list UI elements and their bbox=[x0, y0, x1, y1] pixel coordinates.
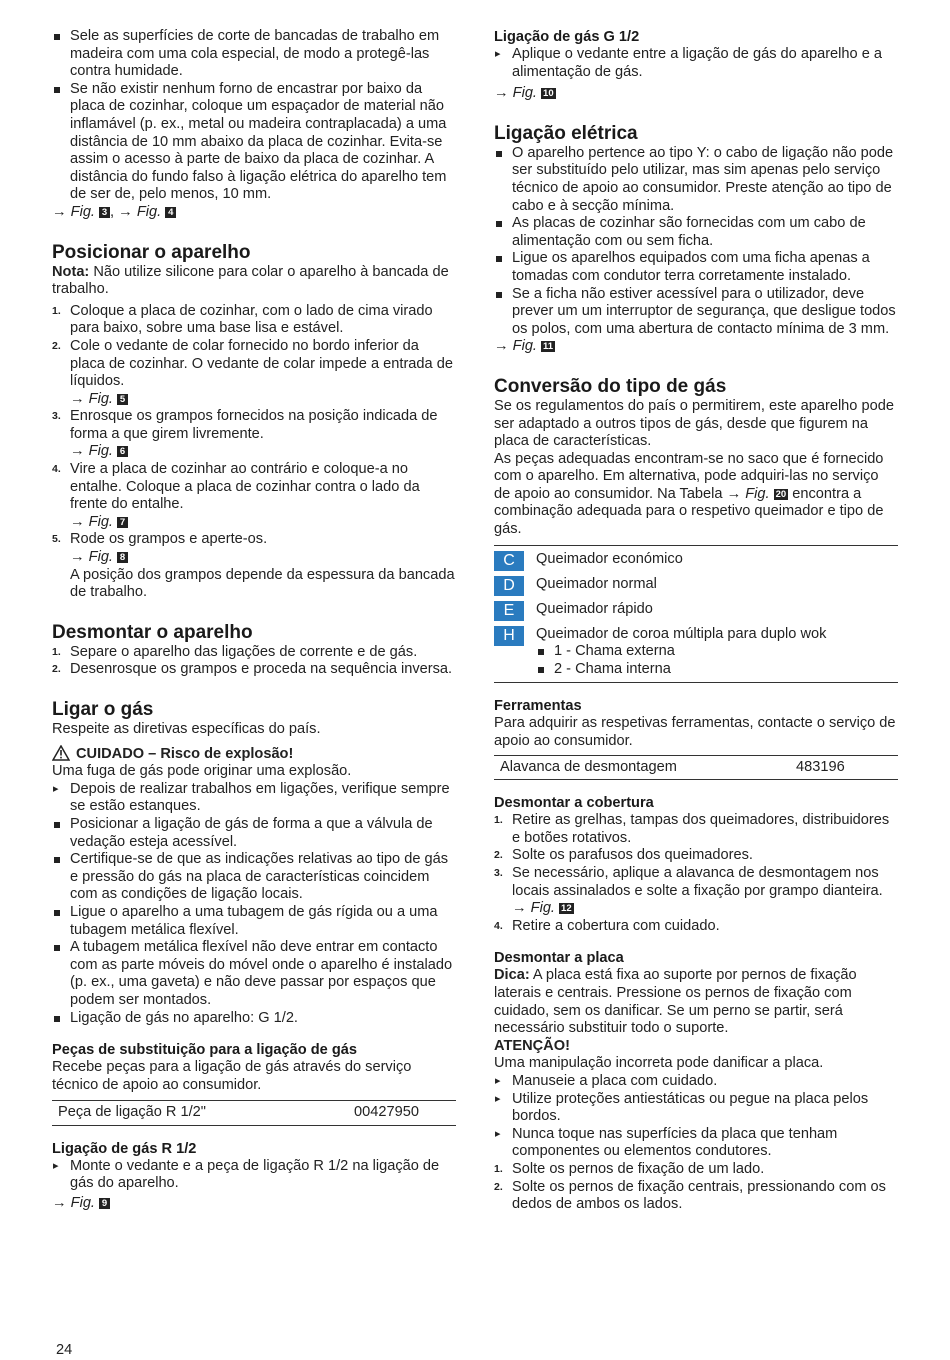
figure-reference: → Fig. 9 bbox=[52, 1195, 456, 1213]
section-title-desmontar: Desmontar o aparelho bbox=[52, 621, 253, 643]
list-item: Ligue o aparelho a uma tubagem de gás rígida ou a uma tubagem metálica flexível. bbox=[52, 904, 456, 939]
ligar-intro: Respeite as diretivas específicas do país. bbox=[52, 721, 321, 737]
subsection-title-ferramentas: Ferramentas bbox=[494, 698, 582, 715]
burner-code-badge: C bbox=[494, 551, 524, 571]
list-item: 2 - Chama interna bbox=[536, 661, 826, 679]
tools-table bbox=[494, 755, 898, 781]
burner-code-badge: H bbox=[494, 626, 524, 646]
g12-actions bbox=[494, 46, 898, 81]
attention-text: Uma manipulação incorreta pode danificar a placa. bbox=[494, 1055, 824, 1072]
cobertura-steps bbox=[494, 812, 898, 935]
list-item: Ligue os aparelhos equipados com uma ficha apenas a tomadas com condutor terra corretamente instalado. bbox=[494, 250, 898, 285]
list-item: Ligação de gás no aparelho: G 1/2. bbox=[52, 1010, 456, 1028]
list-item: 5. Rode os grampos e aperte-os. → Fig. 8 A posição dos grampos depende da espessura da bancada de trabalho. bbox=[52, 531, 455, 601]
subsection-title-pecas: Peças de substituição para a ligação de gás bbox=[52, 1042, 357, 1059]
burner-code-badge: E bbox=[494, 601, 524, 621]
placa-steps bbox=[494, 1161, 898, 1214]
list-item: 3. Se necessário, aplique a alavanca de desmontagem nos locais assinalados e solte a fixação por grampo dianteira. → Fig. 12 bbox=[494, 865, 883, 917]
r12-actions bbox=[52, 1158, 456, 1193]
list-item: A tubagem metálica flexível não deve entrar em contacto com as parte móveis do móvel onde o aparelho é instalado (p. ex., uma gaveta) e não deve passar por espaços que podem ser montados. bbox=[52, 939, 456, 1009]
subsection-title-r12: Ligação de gás R 1/2 bbox=[52, 1140, 197, 1157]
section-title-posicionar: Posicionar o aparelho bbox=[52, 241, 251, 263]
figure-number: 3 bbox=[99, 207, 110, 218]
parts-table bbox=[52, 1100, 456, 1126]
figure-number: 6 bbox=[117, 446, 128, 457]
table-row bbox=[494, 755, 898, 780]
subsection-title-placa: Desmontar a placa bbox=[494, 950, 624, 967]
figure-reference: → Fig. 3 , → Fig. 4 bbox=[52, 204, 456, 222]
figure-number: 4 bbox=[165, 207, 176, 218]
conversao-text-1: Se os regulamentos do país o permitirem, este aparelho pode ser adaptado a outros tipos de gás, desde que figurem na placa de características. bbox=[494, 397, 894, 450]
subsection-title-cobertura: Desmontar a cobertura bbox=[494, 795, 654, 812]
figure-number: 20 bbox=[775, 488, 787, 500]
burner-code-badge: D bbox=[494, 576, 524, 596]
list-item: Posicionar a ligação de gás de forma a que a válvula de vedação esteja acessível. bbox=[52, 816, 456, 851]
tool-label: Alavanca de desmontagem bbox=[494, 755, 790, 780]
list-item: ▸ Utilize proteções antiestáticas ou pegue na placa pelos bordos. bbox=[494, 1091, 898, 1126]
list-item: ▸ Nunca toque nas superfícies da placa que tenham componentes ou elementos condutores. bbox=[494, 1126, 898, 1161]
list-item: 2. Solte os pernos de fixação centrais, pressionando com os dedos de ambos os lados. bbox=[494, 1178, 886, 1213]
list-item: ▸ Monte o vedante e a peça de ligação R 1/2 na ligação de gás do aparelho. bbox=[52, 1158, 456, 1193]
list-item: 1 - Chama externa bbox=[536, 643, 826, 661]
part-number: 00427950 bbox=[348, 1101, 456, 1126]
list-item: 4. Vire a placa de cozinhar ao contrário e coloque-a no entalhe. Coloque a placa de cozinhar contra o lado da frente do entalhe. → Fig. 7 bbox=[52, 461, 420, 530]
arrow-icon: → bbox=[118, 203, 133, 220]
figure-number: 7 bbox=[117, 517, 128, 528]
burner-label: Queimador rápido bbox=[536, 600, 653, 617]
list-item: O aparelho pertence ao tipo Y: o cabo de ligação não pode ser substituído pelo utilizar, mas sim apenas pelo serviço técnico de apoio ao consumidor. Preste atenção ao tipo de cabo e à secção mínima. bbox=[494, 145, 898, 215]
ferramentas-text: Para adquirir as respetivas ferramentas, contacte o serviço de apoio ao consumidor. bbox=[494, 715, 896, 750]
burner-sub-list bbox=[536, 643, 826, 678]
warning-text: Uma fuga de gás pode originar uma explosão. bbox=[52, 763, 352, 780]
section-title-ligar: Ligar o gás bbox=[52, 699, 154, 720]
list-item: 1. Coloque a placa de cozinhar, com o lado de cima virado para baixo, sobre uma base lisa e estável. bbox=[52, 302, 433, 337]
figure-number: 8 bbox=[117, 552, 128, 563]
list-item: 2. Solte os parafusos dos queimadores. bbox=[494, 847, 753, 864]
figure-reference: → Fig. 10 bbox=[494, 85, 554, 102]
table-row bbox=[494, 601, 898, 621]
desmontar-steps bbox=[52, 644, 456, 679]
subsection-title-g12: Ligação de gás G 1/2 bbox=[494, 29, 640, 45]
list-item: 2. Cole o vedante de colar fornecido no bordo inferior da placa de cozinhar. O vedante de colar impede a entrada de líquidos. → Fig. 5 bbox=[52, 337, 453, 407]
page-number: 24 bbox=[56, 1342, 73, 1358]
list-item: ▸ Aplique o vedante entre a ligação de gás do aparelho e a alimentação de gás. bbox=[494, 46, 898, 81]
placa-actions bbox=[494, 1073, 898, 1161]
warning-icon bbox=[52, 745, 70, 761]
figure-number: 11 bbox=[543, 341, 554, 353]
attention-title: ATENÇÃO! bbox=[494, 1037, 570, 1054]
list-item: 2. Desenrosque os grampos e proceda na sequência inversa. bbox=[52, 661, 453, 678]
warning-actions bbox=[52, 781, 456, 816]
burner-label: Queimador económico bbox=[536, 550, 683, 567]
pecas-text: Recebe peças para a ligação de gás através do serviço técnico de apoio ao consumidor. bbox=[52, 1059, 412, 1093]
eletrica-list bbox=[494, 145, 898, 339]
table-row bbox=[494, 626, 898, 679]
posicionar-steps bbox=[52, 303, 456, 602]
figure-number: 9 bbox=[99, 1198, 110, 1209]
list-item: ▸ Depois de realizar trabalhos em ligações, verifique sempre se estão estanques. bbox=[52, 781, 456, 816]
figure-reference: → Fig. 11 bbox=[494, 338, 554, 355]
list-item: ▸ Manuseie a placa com cuidado. bbox=[494, 1073, 898, 1091]
tool-number: 483196 bbox=[790, 755, 898, 780]
table-row bbox=[494, 576, 898, 596]
list-item: 3. Enrosque os grampos fornecidos na posição indicada de forma a que girem livremente. → Fig. 6 bbox=[52, 408, 438, 460]
list-item: 1. Solte os pernos de fixação de um lado. bbox=[494, 1160, 765, 1177]
list-item: Sele as superfícies de corte de bancadas de trabalho em madeira com uma cola especial, de modo a protegê-las contra humidade. bbox=[52, 28, 456, 81]
list-item: Se a ficha não estiver acessível para o utilizador, deve prever um um interruptor de segurança, que desligue todos os polos, com uma abertura de contacto mínima de 3 mm. bbox=[494, 286, 898, 339]
note: Nota: Não utilize silicone para colar o aparelho à bancada de trabalho. bbox=[52, 263, 449, 298]
list-item: 1. Retire as grelhas, tampas dos queimadores, distribuidores e botões rotativos. bbox=[494, 812, 890, 846]
burner-table bbox=[494, 545, 898, 684]
right-column bbox=[494, 28, 898, 1214]
list-item: Certifique-se de que as indicações relativas ao tipo de gás e pressão do gás na placa de características coincidem com as condições de ligação locais. bbox=[52, 851, 456, 904]
warning-title: CUIDADO – Risco de explosão! bbox=[52, 745, 456, 764]
burner-label: Queimador normal bbox=[536, 575, 657, 592]
ligar-list bbox=[52, 816, 456, 1027]
section-title-eletrica: Ligação elétrica bbox=[494, 122, 638, 144]
list-item: 1. Separe o aparelho das ligações de corrente e de gás. bbox=[52, 643, 418, 660]
figure-number: 12 bbox=[561, 903, 572, 915]
intro-list bbox=[52, 28, 456, 204]
tip: Dica: A placa está fixa ao suporte por pernos de fixação laterais e centrais. Pressione os pernos de fixação com cuidado, sem os danificar. Se um perno se partir, será necessário substituir todo o suporte. bbox=[494, 967, 857, 1037]
table-row bbox=[494, 551, 898, 571]
conversao-text-2: As peças adequadas encontram-se no saco que é fornecido com o aparelho. Em alternativa, pode adquiri-las no serviço de apoio ao consumidor. Na Tabela → Fig. 20 encontra a combinação adequada para o respetivo queimador e tipo de gás. bbox=[494, 450, 884, 538]
list-item: As placas de cozinhar são fornecidas com um cabo de alimentação com ou sem ficha. bbox=[494, 215, 898, 250]
burner-label: Queimador de coroa múltipla para duplo wok bbox=[536, 625, 827, 642]
arrow-icon: → bbox=[52, 203, 67, 220]
section-title-conversao: Conversão do tipo de gás bbox=[494, 375, 727, 397]
figure-number: 10 bbox=[543, 88, 554, 100]
list-item: Se não existir nenhum forno de encastrar por baixo da placa de cozinhar, coloque um espaçador de material não inflamável (p. ex., metal ou madeira contraplacada) a uma distância de 10 mm abaixo da placa de cozinhar. Evita-se assim o acesso à parte de baixo da placa de cozinhar. A distância do fundo falso à ligação elétrica do aparelho tem de ser de, pelo menos, 10 mm. bbox=[52, 81, 456, 204]
figure-number: 5 bbox=[117, 394, 128, 405]
part-label: Peça de ligação R 1/2" bbox=[52, 1101, 348, 1126]
left-column bbox=[52, 28, 456, 1213]
list-item: 4. Retire a cobertura com cuidado. bbox=[494, 917, 720, 934]
table-row bbox=[52, 1101, 456, 1126]
